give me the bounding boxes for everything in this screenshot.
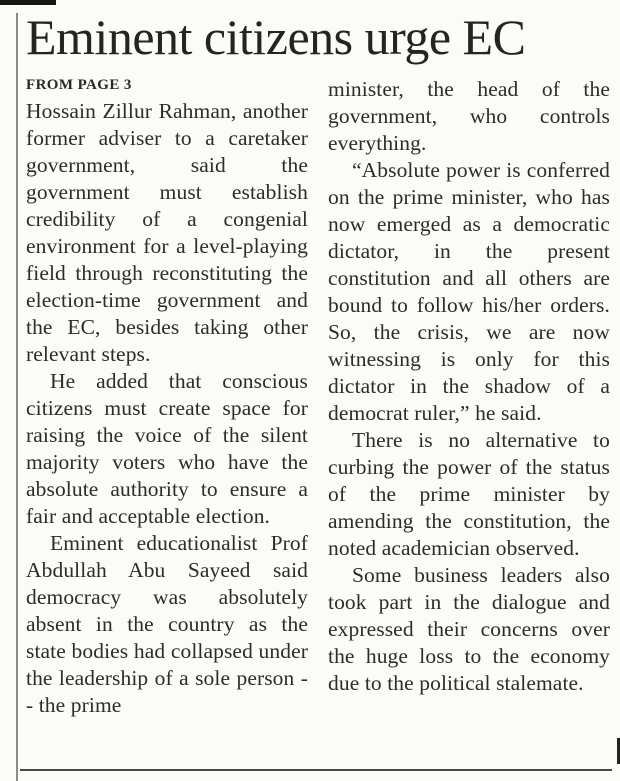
article-column-left	[26, 76, 308, 719]
column-divider-rule-left	[16, 13, 18, 781]
paragraph: “Absolute power is conferred on the prime minister, who has now emerged as a democratic dictator, in the present constitution and all others are bound to follow his/her orders. So, the crisis, we are now witnessing is only for this dictator in the shadow of a democrat ruler,” he said.	[328, 158, 610, 425]
scan-top-corner-bar	[0, 0, 56, 5]
paragraph: minister, the head of the government, who controls everything.	[328, 77, 610, 155]
article-content	[26, 8, 610, 719]
paragraph: Eminent educationalist Prof Abdullah Abu Sayeed said democracy was absolutely absent in the country as the state bodies had collapsed under the leadership of a sole person -- the prime	[26, 531, 308, 717]
paragraph: He added that conscious citizens must create space for raising the voice of the silent majority voters who have the absolute authority to ensure a fair and acceptable election.	[26, 369, 308, 528]
paragraph: There is no alternative to curbing the power of the status of the prime minister by amending the constitution, the noted academician observed.	[328, 428, 610, 560]
article-column-right	[328, 76, 610, 697]
continuation-tag: FROM PAGE 3	[26, 77, 132, 93]
paragraph: Some business leaders also took part in the dialogue and expressed their concerns over the huge loss to the economy due to the political stalemate.	[328, 563, 610, 695]
article-columns	[26, 76, 610, 719]
bottom-section-rule	[20, 769, 612, 771]
paragraph: Hossain Zillur Rahman, another former adviser to a caretaker government, said the government must establish credibility of a congenial environment for a level-playing field through reconstituting the election-time government and the EC, besides taking other relevant steps.	[26, 99, 308, 366]
article-headline: Eminent citizens urge EC	[26, 9, 526, 65]
